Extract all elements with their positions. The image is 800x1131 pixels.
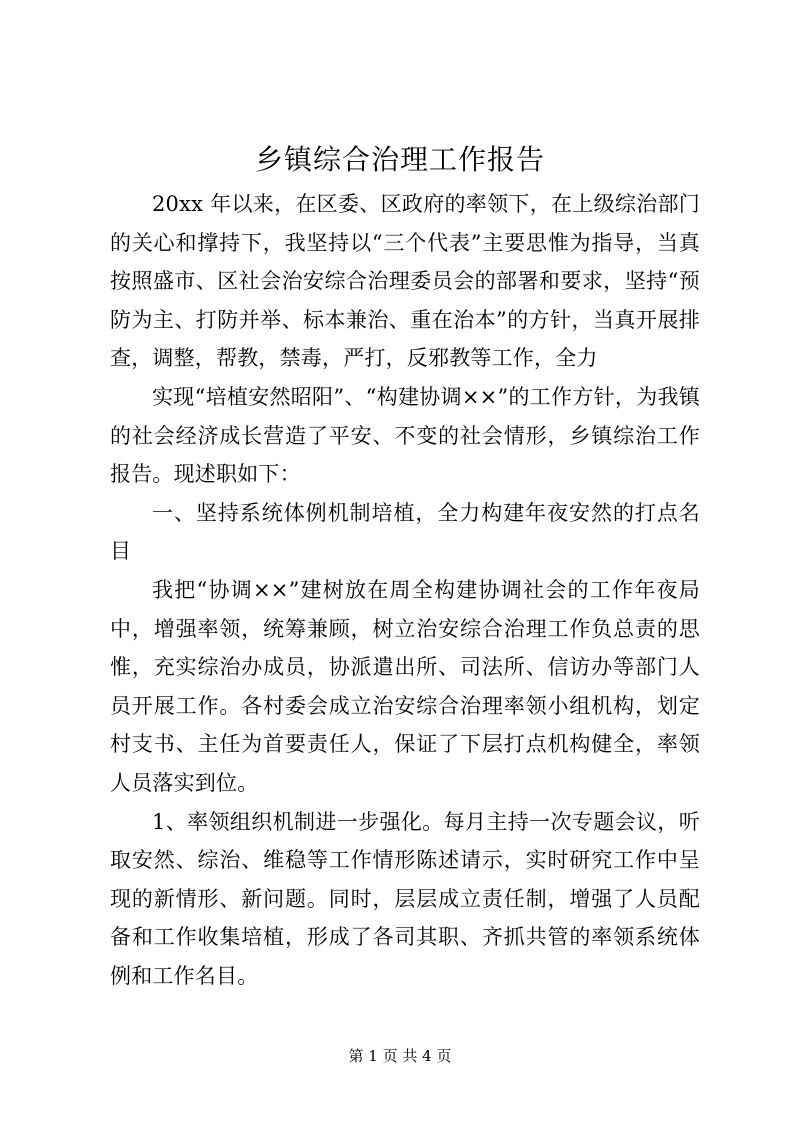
document-title: 乡镇综合治理工作报告: [254, 143, 545, 176]
section-heading-1: 一、坚持系统体例机制培植，全力构建年夜安然的打点名目: [110, 500, 700, 564]
paragraph-item-1: 1、率领组织机制进一步强化。每月主持一次专题会议，听取安然、综治、维稳等工作情形陈述请示，实时研究工作中呈现的新情形、新问题。同时，层层成立责任制，增强了人员配备和工作收集培植，形成了各司其职、齐抓共管的率领系统体例和工作名目。: [110, 809, 700, 988]
paragraph-intro: 20xx 年以来，在区委、区政府的率领下，在上级综治部门的关心和撑持下，我坚持以“三个代表”主要思惟为指导，当真按照盛市、区社会治安综合治理委员会的部署和要求，坚持“预防为主、打防并举、标本兼治、重在治本”的方针，当真开展排查，调整，帮教，禁毒，严打，反邪教等工作，全力: [110, 192, 700, 371]
document-body: [110, 185, 700, 995]
paragraph-goal: 实现“培植安然昭阳”、“构建协调××”的工作方针，为我镇的社会经济成长营造了平安、不变的社会情形，乡镇综治工作报告。现述职如下：: [110, 384, 700, 487]
paragraph-leadership: 我把“协调××”建树放在周全构建协调社会的工作年夜局中，增强率领，统筹兼顾，树立治安综合治理工作负总责的思惟，充实综治办成员，协派遣出所、司法所、信访办等部门人员开展工作。各村委会成立治安综合治理率领小组机构，划定村支书、主任为首要责任人，保证了下层打点机构健全，率领人员落实到位。: [110, 577, 700, 795]
page-number-footer: 第 1 页 共 4 页: [348, 1047, 452, 1065]
